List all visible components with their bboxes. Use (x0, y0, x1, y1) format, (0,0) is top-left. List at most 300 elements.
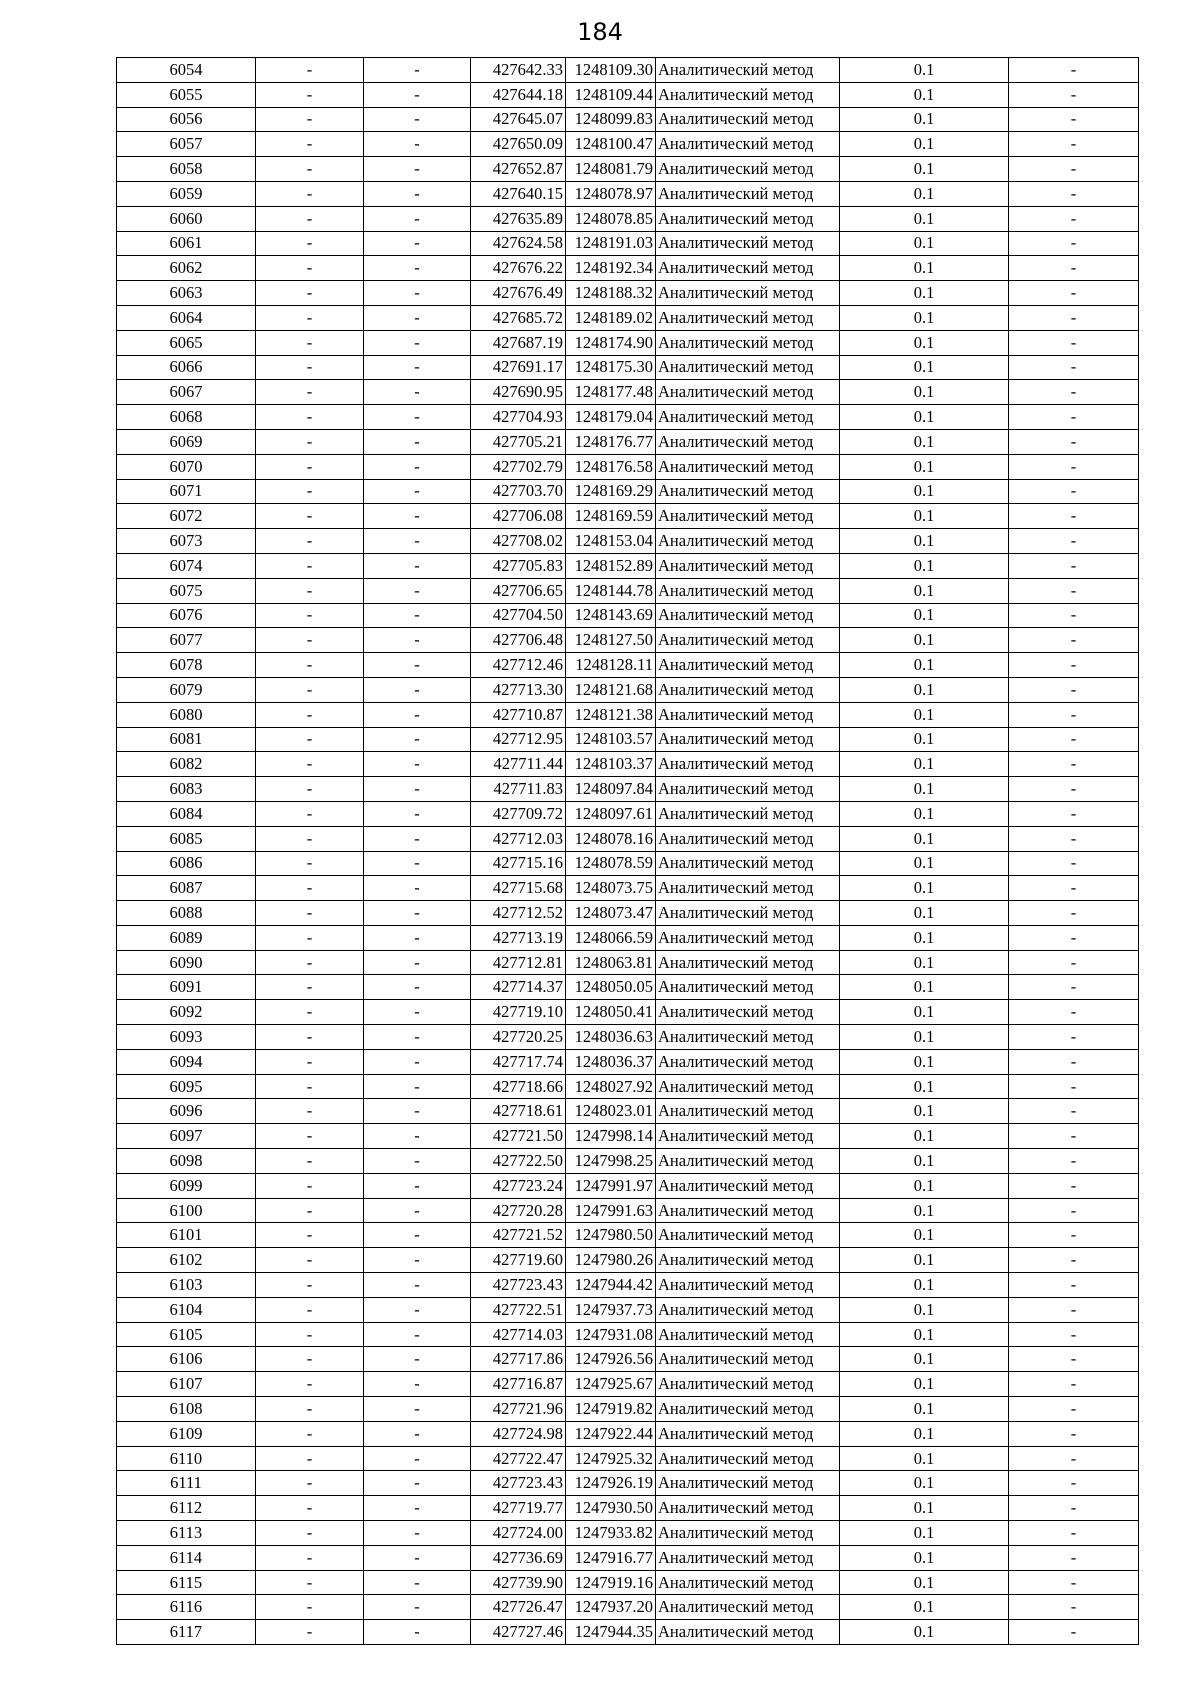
table-row (117, 58, 1139, 83)
x-coordinate-cell: 427720.25 (471, 1025, 566, 1050)
empty-cell: - (364, 479, 471, 504)
table-row (117, 305, 1139, 330)
x-coordinate-cell: 427712.81 (471, 950, 566, 975)
accuracy-cell: 0.1 (840, 1223, 1009, 1248)
table-row (117, 1521, 1139, 1546)
table-row (117, 1471, 1139, 1496)
x-coordinate-cell: 427644.18 (471, 82, 566, 107)
empty-cell: - (256, 1347, 364, 1372)
empty-cell: - (364, 1025, 471, 1050)
point-number-cell: 6071 (117, 479, 256, 504)
accuracy-cell: 0.1 (840, 380, 1009, 405)
table-row (117, 752, 1139, 777)
empty-cell: - (256, 429, 364, 454)
point-number-cell: 6082 (117, 752, 256, 777)
empty-cell: - (256, 553, 364, 578)
empty-cell: - (256, 132, 364, 157)
x-coordinate-cell: 427719.10 (471, 1000, 566, 1025)
method-cell: Аналитический метод (656, 851, 840, 876)
x-coordinate-cell: 427712.46 (471, 653, 566, 678)
y-coordinate-cell: 1247937.73 (566, 1297, 656, 1322)
empty-cell: - (364, 851, 471, 876)
y-coordinate-cell: 1248153.04 (566, 529, 656, 554)
point-number-cell: 6074 (117, 553, 256, 578)
y-coordinate-cell: 1247926.19 (566, 1471, 656, 1496)
table-row (117, 479, 1139, 504)
empty-cell: - (1009, 1000, 1139, 1025)
empty-cell: - (256, 727, 364, 752)
empty-cell: - (1009, 1397, 1139, 1422)
empty-cell: - (364, 1124, 471, 1149)
point-number-cell: 6088 (117, 901, 256, 926)
accuracy-cell: 0.1 (840, 157, 1009, 182)
accuracy-cell: 0.1 (840, 752, 1009, 777)
accuracy-cell: 0.1 (840, 851, 1009, 876)
table-row (117, 603, 1139, 628)
point-number-cell: 6092 (117, 1000, 256, 1025)
empty-cell: - (256, 1149, 364, 1174)
method-cell: Аналитический метод (656, 1173, 840, 1198)
method-cell: Аналитический метод (656, 801, 840, 826)
y-coordinate-cell: 1248189.02 (566, 305, 656, 330)
empty-cell: - (256, 58, 364, 83)
y-coordinate-cell: 1248078.59 (566, 851, 656, 876)
method-cell: Аналитический метод (656, 752, 840, 777)
y-coordinate-cell: 1247998.14 (566, 1124, 656, 1149)
accuracy-cell: 0.1 (840, 702, 1009, 727)
x-coordinate-cell: 427717.86 (471, 1347, 566, 1372)
empty-cell: - (1009, 1570, 1139, 1595)
x-coordinate-cell: 427718.61 (471, 1099, 566, 1124)
empty-cell: - (1009, 603, 1139, 628)
point-number-cell: 6076 (117, 603, 256, 628)
empty-cell: - (256, 1124, 364, 1149)
accuracy-cell: 0.1 (840, 206, 1009, 231)
empty-cell: - (364, 231, 471, 256)
x-coordinate-cell: 427713.19 (471, 925, 566, 950)
accuracy-cell: 0.1 (840, 1173, 1009, 1198)
table-row (117, 281, 1139, 306)
table-row (117, 1421, 1139, 1446)
point-number-cell: 6095 (117, 1074, 256, 1099)
empty-cell: - (364, 1570, 471, 1595)
empty-cell: - (364, 256, 471, 281)
empty-cell: - (1009, 1173, 1139, 1198)
empty-cell: - (1009, 653, 1139, 678)
point-number-cell: 6066 (117, 355, 256, 380)
x-coordinate-cell: 427721.96 (471, 1397, 566, 1422)
empty-cell: - (364, 206, 471, 231)
y-coordinate-cell: 1248174.90 (566, 330, 656, 355)
empty-cell: - (256, 181, 364, 206)
y-coordinate-cell: 1248192.34 (566, 256, 656, 281)
point-number-cell: 6097 (117, 1124, 256, 1149)
empty-cell: - (1009, 975, 1139, 1000)
point-number-cell: 6090 (117, 950, 256, 975)
accuracy-cell: 0.1 (840, 1620, 1009, 1645)
method-cell: Аналитический метод (656, 479, 840, 504)
y-coordinate-cell: 1248109.44 (566, 82, 656, 107)
x-coordinate-cell: 427711.83 (471, 777, 566, 802)
table-row (117, 1496, 1139, 1521)
point-number-cell: 6067 (117, 380, 256, 405)
y-coordinate-cell: 1248050.05 (566, 975, 656, 1000)
accuracy-cell: 0.1 (840, 1471, 1009, 1496)
empty-cell: - (256, 950, 364, 975)
table-row (117, 1372, 1139, 1397)
accuracy-cell: 0.1 (840, 1570, 1009, 1595)
accuracy-cell: 0.1 (840, 777, 1009, 802)
method-cell: Аналитический метод (656, 1049, 840, 1074)
empty-cell: - (364, 355, 471, 380)
empty-cell: - (256, 628, 364, 653)
point-number-cell: 6078 (117, 653, 256, 678)
table-row (117, 1248, 1139, 1273)
table-row (117, 454, 1139, 479)
accuracy-cell: 0.1 (840, 1248, 1009, 1273)
empty-cell: - (364, 1049, 471, 1074)
accuracy-cell: 0.1 (840, 950, 1009, 975)
point-number-cell: 6055 (117, 82, 256, 107)
empty-cell: - (364, 925, 471, 950)
y-coordinate-cell: 1248063.81 (566, 950, 656, 975)
method-cell: Аналитический метод (656, 901, 840, 926)
empty-cell: - (364, 1397, 471, 1422)
point-number-cell: 6079 (117, 677, 256, 702)
empty-cell: - (1009, 851, 1139, 876)
y-coordinate-cell: 1247926.56 (566, 1347, 656, 1372)
y-coordinate-cell: 1247925.67 (566, 1372, 656, 1397)
empty-cell: - (364, 181, 471, 206)
empty-cell: - (256, 603, 364, 628)
point-number-cell: 6085 (117, 826, 256, 851)
accuracy-cell: 0.1 (840, 256, 1009, 281)
empty-cell: - (1009, 132, 1139, 157)
point-number-cell: 6062 (117, 256, 256, 281)
y-coordinate-cell: 1247933.82 (566, 1521, 656, 1546)
empty-cell: - (364, 529, 471, 554)
accuracy-cell: 0.1 (840, 727, 1009, 752)
point-number-cell: 6087 (117, 876, 256, 901)
empty-cell: - (364, 380, 471, 405)
empty-cell: - (1009, 330, 1139, 355)
x-coordinate-cell: 427718.66 (471, 1074, 566, 1099)
point-number-cell: 6084 (117, 801, 256, 826)
table-row (117, 702, 1139, 727)
empty-cell: - (1009, 1471, 1139, 1496)
empty-cell: - (256, 1049, 364, 1074)
empty-cell: - (1009, 1297, 1139, 1322)
table-row (117, 405, 1139, 430)
empty-cell: - (1009, 529, 1139, 554)
point-number-cell: 6094 (117, 1049, 256, 1074)
table-row (117, 628, 1139, 653)
method-cell: Аналитический метод (656, 975, 840, 1000)
accuracy-cell: 0.1 (840, 603, 1009, 628)
empty-cell: - (1009, 1124, 1139, 1149)
table-row (117, 1273, 1139, 1298)
x-coordinate-cell: 427650.09 (471, 132, 566, 157)
empty-cell: - (256, 653, 364, 678)
empty-cell: - (364, 826, 471, 851)
method-cell: Аналитический метод (656, 1595, 840, 1620)
y-coordinate-cell: 1247937.20 (566, 1595, 656, 1620)
point-number-cell: 6065 (117, 330, 256, 355)
y-coordinate-cell: 1248100.47 (566, 132, 656, 157)
x-coordinate-cell: 427676.22 (471, 256, 566, 281)
x-coordinate-cell: 427736.69 (471, 1545, 566, 1570)
method-cell: Аналитический метод (656, 132, 840, 157)
accuracy-cell: 0.1 (840, 1421, 1009, 1446)
empty-cell: - (256, 1372, 364, 1397)
empty-cell: - (1009, 1372, 1139, 1397)
table-row (117, 231, 1139, 256)
accuracy-cell: 0.1 (840, 901, 1009, 926)
x-coordinate-cell: 427691.17 (471, 355, 566, 380)
point-number-cell: 6056 (117, 107, 256, 132)
empty-cell: - (364, 504, 471, 529)
x-coordinate-cell: 427721.50 (471, 1124, 566, 1149)
empty-cell: - (364, 1446, 471, 1471)
empty-cell: - (364, 405, 471, 430)
x-coordinate-cell: 427708.02 (471, 529, 566, 554)
accuracy-cell: 0.1 (840, 454, 1009, 479)
accuracy-cell: 0.1 (840, 1595, 1009, 1620)
y-coordinate-cell: 1248081.79 (566, 157, 656, 182)
method-cell: Аналитический метод (656, 305, 840, 330)
x-coordinate-cell: 427635.89 (471, 206, 566, 231)
table-row (117, 1223, 1139, 1248)
empty-cell: - (1009, 876, 1139, 901)
y-coordinate-cell: 1248177.48 (566, 380, 656, 405)
accuracy-cell: 0.1 (840, 231, 1009, 256)
y-coordinate-cell: 1248078.85 (566, 206, 656, 231)
x-coordinate-cell: 427723.43 (471, 1273, 566, 1298)
empty-cell: - (1009, 82, 1139, 107)
empty-cell: - (364, 975, 471, 1000)
point-number-cell: 6102 (117, 1248, 256, 1273)
method-cell: Аналитический метод (656, 677, 840, 702)
empty-cell: - (364, 454, 471, 479)
method-cell: Аналитический метод (656, 1446, 840, 1471)
point-number-cell: 6100 (117, 1198, 256, 1223)
method-cell: Аналитический метод (656, 628, 840, 653)
x-coordinate-cell: 427645.07 (471, 107, 566, 132)
point-number-cell: 6061 (117, 231, 256, 256)
y-coordinate-cell: 1248023.01 (566, 1099, 656, 1124)
empty-cell: - (1009, 1273, 1139, 1298)
y-coordinate-cell: 1248027.92 (566, 1074, 656, 1099)
table-row (117, 801, 1139, 826)
table-row (117, 1570, 1139, 1595)
x-coordinate-cell: 427723.24 (471, 1173, 566, 1198)
point-number-cell: 6099 (117, 1173, 256, 1198)
empty-cell: - (256, 578, 364, 603)
x-coordinate-cell: 427739.90 (471, 1570, 566, 1595)
empty-cell: - (1009, 1248, 1139, 1273)
empty-cell: - (364, 1099, 471, 1124)
empty-cell: - (256, 1198, 364, 1223)
empty-cell: - (256, 1074, 364, 1099)
empty-cell: - (256, 107, 364, 132)
empty-cell: - (1009, 157, 1139, 182)
table-row (117, 529, 1139, 554)
empty-cell: - (256, 206, 364, 231)
point-number-cell: 6098 (117, 1149, 256, 1174)
empty-cell: - (256, 777, 364, 802)
y-coordinate-cell: 1247925.32 (566, 1446, 656, 1471)
point-number-cell: 6116 (117, 1595, 256, 1620)
empty-cell: - (364, 58, 471, 83)
x-coordinate-cell: 427710.87 (471, 702, 566, 727)
method-cell: Аналитический метод (656, 1124, 840, 1149)
empty-cell: - (256, 281, 364, 306)
point-number-cell: 6093 (117, 1025, 256, 1050)
empty-cell: - (1009, 628, 1139, 653)
method-cell: Аналитический метод (656, 1000, 840, 1025)
accuracy-cell: 0.1 (840, 529, 1009, 554)
x-coordinate-cell: 427719.77 (471, 1496, 566, 1521)
point-number-cell: 6059 (117, 181, 256, 206)
empty-cell: - (364, 876, 471, 901)
y-coordinate-cell: 1248121.38 (566, 702, 656, 727)
table-row (117, 1049, 1139, 1074)
empty-cell: - (1009, 454, 1139, 479)
accuracy-cell: 0.1 (840, 1000, 1009, 1025)
empty-cell: - (1009, 380, 1139, 405)
empty-cell: - (256, 1025, 364, 1050)
method-cell: Аналитический метод (656, 702, 840, 727)
empty-cell: - (1009, 256, 1139, 281)
point-number-cell: 6089 (117, 925, 256, 950)
empty-cell: - (256, 479, 364, 504)
empty-cell: - (256, 529, 364, 554)
method-cell: Аналитический метод (656, 330, 840, 355)
empty-cell: - (1009, 702, 1139, 727)
y-coordinate-cell: 1248128.11 (566, 653, 656, 678)
y-coordinate-cell: 1248097.84 (566, 777, 656, 802)
y-coordinate-cell: 1247922.44 (566, 1421, 656, 1446)
x-coordinate-cell: 427706.08 (471, 504, 566, 529)
empty-cell: - (256, 702, 364, 727)
empty-cell: - (364, 1620, 471, 1645)
accuracy-cell: 0.1 (840, 107, 1009, 132)
accuracy-cell: 0.1 (840, 826, 1009, 851)
table-row (117, 1322, 1139, 1347)
table-row (117, 1074, 1139, 1099)
empty-cell: - (256, 1000, 364, 1025)
method-cell: Аналитический метод (656, 876, 840, 901)
point-number-cell: 6096 (117, 1099, 256, 1124)
point-number-cell: 6080 (117, 702, 256, 727)
accuracy-cell: 0.1 (840, 330, 1009, 355)
empty-cell: - (256, 256, 364, 281)
page-number: 184 (577, 18, 623, 46)
empty-cell: - (256, 1595, 364, 1620)
accuracy-cell: 0.1 (840, 1521, 1009, 1546)
empty-cell: - (364, 1000, 471, 1025)
method-cell: Аналитический метод (656, 925, 840, 950)
empty-cell: - (256, 1446, 364, 1471)
accuracy-cell: 0.1 (840, 628, 1009, 653)
point-number-cell: 6060 (117, 206, 256, 231)
method-cell: Аналитический метод (656, 1372, 840, 1397)
table-row (117, 429, 1139, 454)
empty-cell: - (1009, 1099, 1139, 1124)
empty-cell: - (1009, 1446, 1139, 1471)
table-row (117, 181, 1139, 206)
empty-cell: - (1009, 1074, 1139, 1099)
method-cell: Аналитический метод (656, 1496, 840, 1521)
y-coordinate-cell: 1247919.16 (566, 1570, 656, 1595)
accuracy-cell: 0.1 (840, 429, 1009, 454)
method-cell: Аналитический метод (656, 380, 840, 405)
x-coordinate-cell: 427640.15 (471, 181, 566, 206)
point-number-cell: 6105 (117, 1322, 256, 1347)
method-cell: Аналитический метод (656, 256, 840, 281)
empty-cell: - (1009, 925, 1139, 950)
table-row (117, 876, 1139, 901)
method-cell: Аналитический метод (656, 653, 840, 678)
y-coordinate-cell: 1248073.47 (566, 901, 656, 926)
empty-cell: - (1009, 777, 1139, 802)
x-coordinate-cell: 427714.03 (471, 1322, 566, 1347)
empty-cell: - (364, 578, 471, 603)
x-coordinate-cell: 427726.47 (471, 1595, 566, 1620)
x-coordinate-cell: 427715.16 (471, 851, 566, 876)
method-cell: Аналитический метод (656, 1025, 840, 1050)
empty-cell: - (364, 1347, 471, 1372)
empty-cell: - (364, 777, 471, 802)
accuracy-cell: 0.1 (840, 405, 1009, 430)
empty-cell: - (256, 1223, 364, 1248)
x-coordinate-cell: 427712.03 (471, 826, 566, 851)
empty-cell: - (364, 107, 471, 132)
table-row (117, 1545, 1139, 1570)
empty-cell: - (364, 1322, 471, 1347)
empty-cell: - (1009, 231, 1139, 256)
table-row (117, 1595, 1139, 1620)
point-number-cell: 6108 (117, 1397, 256, 1422)
y-coordinate-cell: 1248099.83 (566, 107, 656, 132)
x-coordinate-cell: 427722.47 (471, 1446, 566, 1471)
method-cell: Аналитический метод (656, 157, 840, 182)
method-cell: Аналитический метод (656, 1248, 840, 1273)
x-coordinate-cell: 427706.48 (471, 628, 566, 653)
empty-cell: - (364, 1496, 471, 1521)
empty-cell: - (1009, 429, 1139, 454)
accuracy-cell: 0.1 (840, 1496, 1009, 1521)
method-cell: Аналитический метод (656, 405, 840, 430)
y-coordinate-cell: 1248176.58 (566, 454, 656, 479)
empty-cell: - (1009, 305, 1139, 330)
table-row (117, 1397, 1139, 1422)
method-cell: Аналитический метод (656, 231, 840, 256)
empty-cell: - (1009, 1049, 1139, 1074)
empty-cell: - (1009, 553, 1139, 578)
empty-cell: - (1009, 826, 1139, 851)
point-number-cell: 6114 (117, 1545, 256, 1570)
accuracy-cell: 0.1 (840, 1149, 1009, 1174)
table-row (117, 677, 1139, 702)
accuracy-cell: 0.1 (840, 1049, 1009, 1074)
y-coordinate-cell: 1248103.37 (566, 752, 656, 777)
empty-cell: - (1009, 1347, 1139, 1372)
x-coordinate-cell: 427712.52 (471, 901, 566, 926)
accuracy-cell: 0.1 (840, 801, 1009, 826)
point-number-cell: 6081 (117, 727, 256, 752)
empty-cell: - (256, 851, 364, 876)
